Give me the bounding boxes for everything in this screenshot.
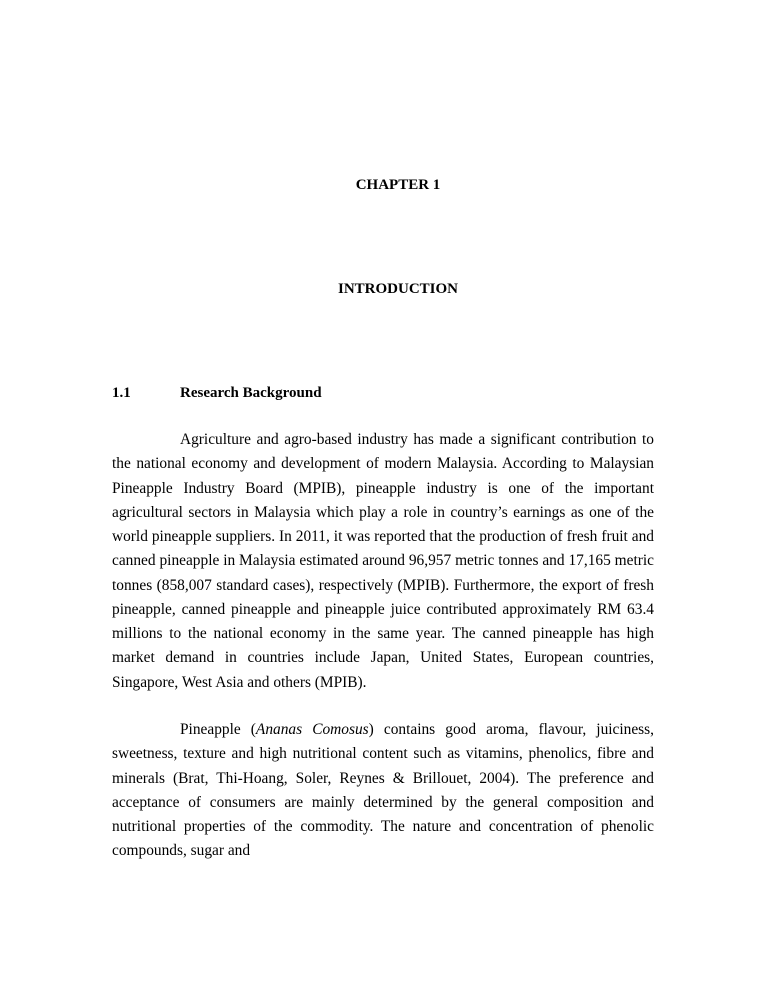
paragraph-research-background: Agriculture and agro-based industry has made a significant contribution to the national economy and development of modern Malaysia. According to Malaysian Pineapple Industry Board (MPIB), pineapple industry is one of the important agricultural sectors in Malaysia which play a role in country’s earnings as one of the world pineapple suppliers. In 2011, it was reported that the production of fresh fruit and canned pineapple in Malaysia estimated around 96,957 metric tonnes and 17,165 metric tonnes (858,007 standard cases), respectively (MPIB). Furthermore, the export of fresh pineapple, canned pineapple and pineapple juice contributed approximately RM 63.4 millions to the national economy in the same year. The canned pineapple has high market demand in countries include Japan, United States, European countries, Singapore, West Asia and others (MPIB). xyxy=(112,431,654,691)
paragraph-text-before: Pineapple ( xyxy=(180,721,256,738)
scientific-name: Ananas Comosus xyxy=(255,721,369,738)
chapter-title: INTRODUCTION xyxy=(337,281,458,297)
section-number: 1.1 xyxy=(112,385,131,401)
paragraph-text-after: ) contains good aroma, flavour, juiciness, sweetness, texture and high nutritional content such as vitamins, phenolics, fibre and minerals (Brat, Thi-Hoang, Soler, Reynes & Brillouet, 2004). The preference and acceptance of consumers are mainly determined by the general composition and nutritional properties of the commodity. The nature and concentration of phenolic compounds, sugar and xyxy=(112,721,654,860)
paragraph-pineapple-properties xyxy=(112,718,654,864)
section-title: Research Background xyxy=(180,385,322,401)
chapter-number: CHAPTER 1 xyxy=(355,177,441,193)
section-heading xyxy=(112,385,322,402)
